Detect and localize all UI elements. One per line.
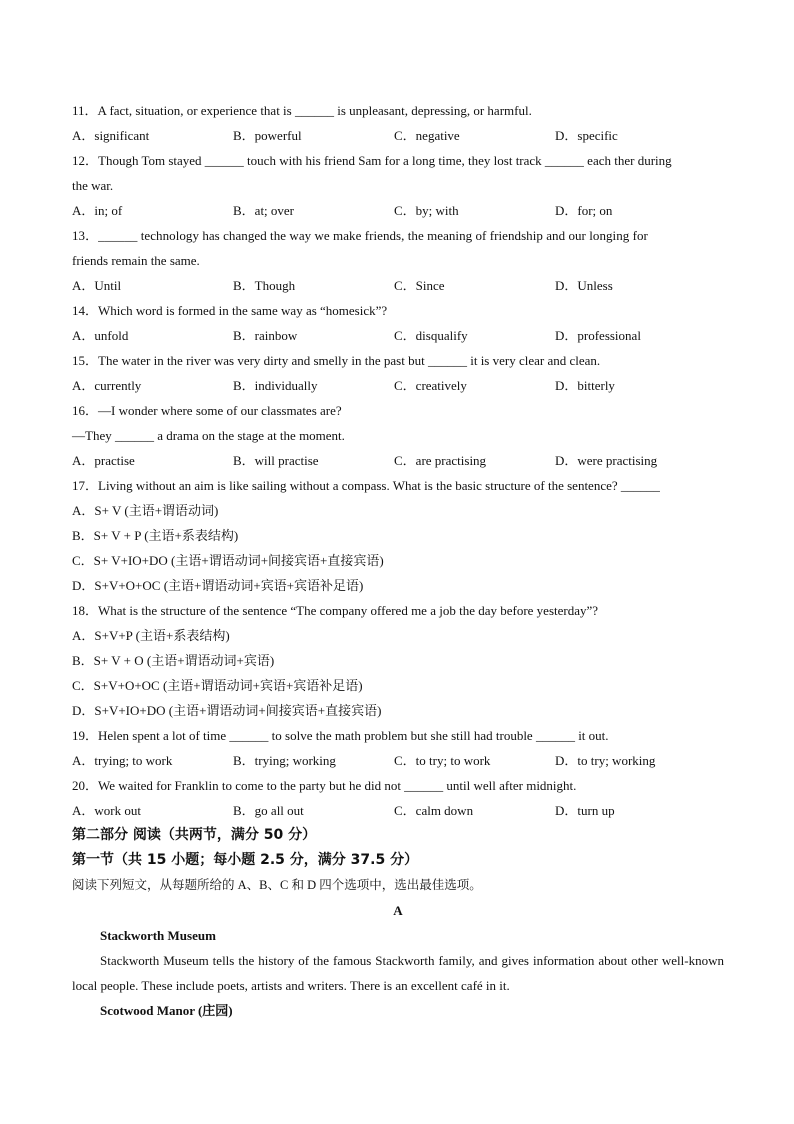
question-14-stem: 14．Which word is formed in the same way as “homesick”? bbox=[72, 303, 388, 318]
option-b: B．go all out bbox=[233, 803, 304, 818]
option-c: C．creatively bbox=[394, 378, 467, 393]
question-11-options bbox=[72, 123, 724, 148]
exam-page bbox=[72, 98, 724, 1023]
question-17-stem: 17．Living without an aim is like sailing without a compass. What is the basic structure of the sentence? ______ bbox=[72, 478, 660, 493]
passage-heading-scotwood: Scotwood Manor (庄园) bbox=[100, 1003, 233, 1018]
question-12-stem-line1: 12．Though Tom stayed ______ touch with his friend Sam for a long time, they lost track ______ each ther during bbox=[72, 153, 672, 168]
option-c: C．by; with bbox=[394, 203, 459, 218]
question-15-stem: 15．The water in the river was very dirty and smelly in the past but ______ it is very clear and clean. bbox=[72, 353, 601, 368]
option-a: A．Until bbox=[72, 278, 122, 293]
question-19-options bbox=[72, 748, 724, 773]
option-c: C．disqualify bbox=[394, 328, 468, 343]
option-a: A．S+V+P (主语+系表结构) bbox=[72, 628, 230, 643]
question-16-options bbox=[72, 448, 724, 473]
question-14-options bbox=[72, 323, 724, 348]
option-c: C．S+V+O+OC (主语+谓语动词+宾语+宾语补足语) bbox=[72, 678, 363, 693]
option-d: D．specific bbox=[555, 128, 618, 143]
option-c: C．Since bbox=[394, 278, 445, 293]
part-two-heading: 第二部分 阅读（共两节，满分 50 分） bbox=[72, 827, 317, 843]
passage-paragraph-stackworth: Stackworth Museum tells the history of the famous Stackworth family, and gives information about other well-known local people. These include poets, artists and writers. There is an excellent café in it. bbox=[72, 953, 724, 993]
option-d: D．Unless bbox=[555, 278, 613, 293]
option-a: A．currently bbox=[72, 378, 142, 393]
option-c: C．negative bbox=[394, 128, 460, 143]
option-a: A．trying; to work bbox=[72, 753, 173, 768]
option-d: D．turn up bbox=[555, 803, 615, 818]
question-13-stem-line1: 13．______ technology has changed the way we make friends, the meaning of friendship and our longing for bbox=[72, 228, 648, 243]
question-16-stem-line2: —They ______ a drama on the stage at the moment. bbox=[72, 428, 345, 443]
option-c: C．to try; to work bbox=[394, 753, 491, 768]
option-d: D．bitterly bbox=[555, 378, 615, 393]
option-b: B．trying; working bbox=[233, 753, 336, 768]
question-12-options bbox=[72, 198, 724, 223]
passage-label: A bbox=[393, 903, 403, 918]
question-15-options bbox=[72, 373, 724, 398]
option-b: B．will practise bbox=[233, 453, 319, 468]
question-20-options bbox=[72, 798, 724, 823]
option-d: D．were practising bbox=[555, 453, 658, 468]
section-one-heading: 第一节（共 15 小题；每小题 2.5 分，满分 37.5 分） bbox=[72, 852, 419, 868]
option-b: B．S+ V + P (主语+系表结构) bbox=[72, 528, 239, 543]
option-d: D．S+V+IO+DO (主语+谓语动词+间接宾语+直接宾语) bbox=[72, 703, 382, 718]
question-16-stem-line1: 16．—I wonder where some of our classmates are? bbox=[72, 403, 342, 418]
option-a: A．practise bbox=[72, 453, 135, 468]
question-12-stem-line2: the war. bbox=[72, 178, 114, 193]
option-a: A．S+ V (主语+谓语动词) bbox=[72, 503, 219, 518]
option-b: B．individually bbox=[233, 378, 318, 393]
option-b: B．S+ V + O (主语+谓语动词+宾语) bbox=[72, 653, 275, 668]
passage-heading-stackworth: Stackworth Museum bbox=[100, 928, 216, 943]
option-d: D．to try; working bbox=[555, 753, 656, 768]
instructions: 阅读下列短文，从每题所给的 A、B、C 和 D 四个选项中，选出最佳选项。 bbox=[72, 878, 482, 892]
question-19-stem: 19．Helen spent a lot of time ______ to solve the math problem but she still had trouble ______ it out. bbox=[72, 728, 609, 743]
option-d: D．for; on bbox=[555, 203, 613, 218]
option-a: A．significant bbox=[72, 128, 150, 143]
option-a: A．work out bbox=[72, 803, 141, 818]
option-c: C．S+ V+IO+DO (主语+谓语动词+间接宾语+直接宾语) bbox=[72, 553, 384, 568]
option-c: C．are practising bbox=[394, 453, 487, 468]
question-13-options bbox=[72, 273, 724, 298]
question-18-stem: 18．What is the structure of the sentence “The company offered me a job the day before yesterday”? bbox=[72, 603, 599, 618]
option-d: D．S+V+O+OC (主语+谓语动词+宾语+宾语补足语) bbox=[72, 578, 364, 593]
option-b: B．rainbow bbox=[233, 328, 298, 343]
option-d: D．professional bbox=[555, 328, 641, 343]
question-11-stem: 11．A fact, situation, or experience that is ______ is unpleasant, depressing, or harmful. bbox=[72, 103, 532, 118]
option-b: B．powerful bbox=[233, 128, 302, 143]
option-b: B．at; over bbox=[233, 203, 295, 218]
option-a: A．in; of bbox=[72, 203, 123, 218]
option-c: C．calm down bbox=[394, 803, 474, 818]
question-20-stem: 20．We waited for Franklin to come to the party but he did not ______ until well after midnight. bbox=[72, 778, 577, 793]
option-a: A．unfold bbox=[72, 328, 129, 343]
option-b: B．Though bbox=[233, 278, 296, 293]
question-13-stem-line2: friends remain the same. bbox=[72, 253, 200, 268]
